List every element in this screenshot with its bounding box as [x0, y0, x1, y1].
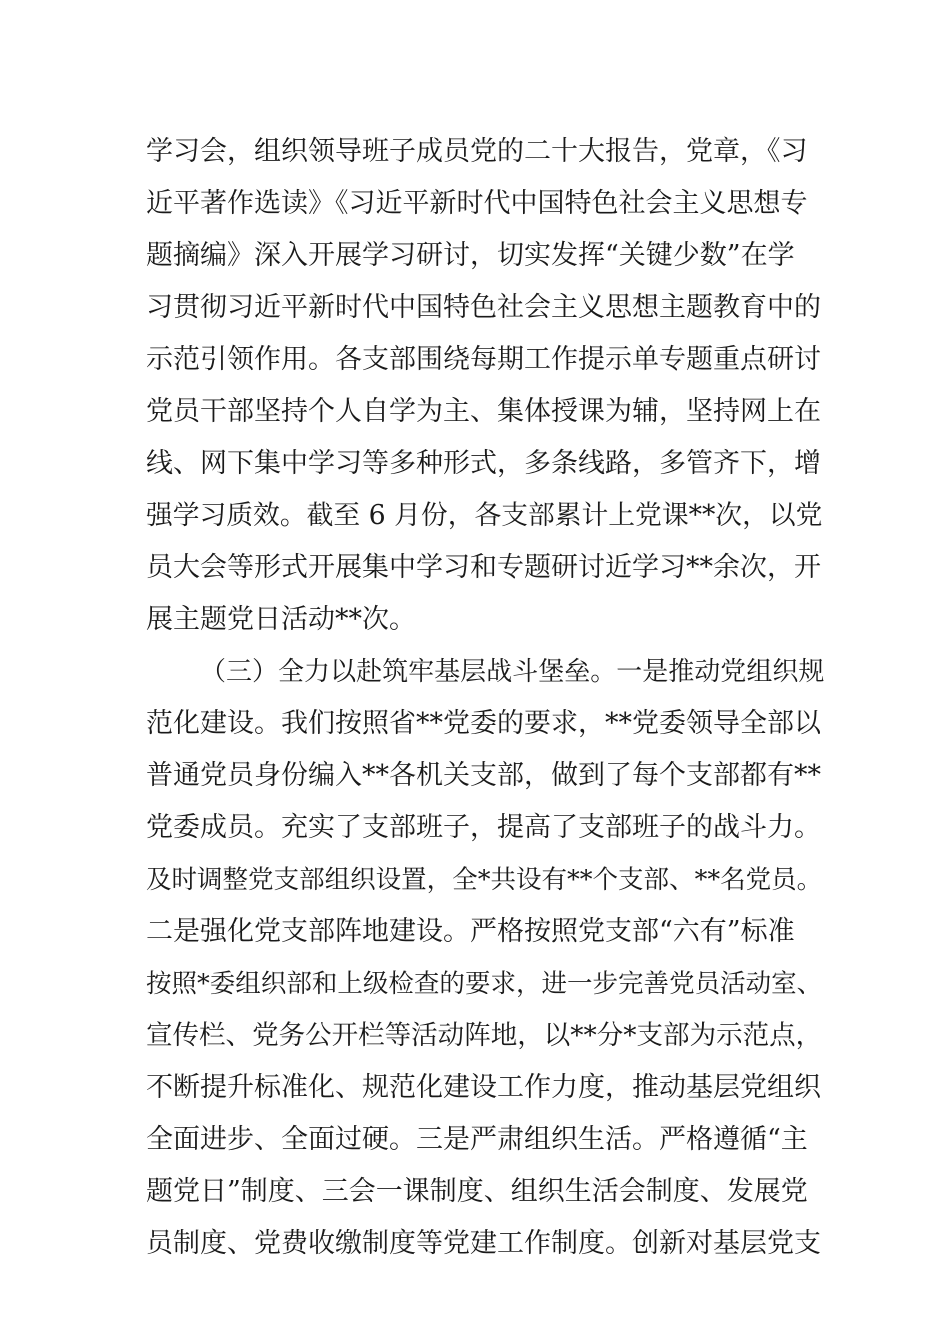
section-heading-line: （三）全力以赴筑牢基层战斗堡垒。一是推动党组织规	[200, 657, 825, 687]
text-line: 宣传栏、党务公开栏等活动阵地，以**分*支部为示范点，	[146, 1020, 823, 1051]
text-line: 学习会，组织领导班子成员党的二十大报告，党章，《习	[146, 136, 808, 167]
text-line: 员制度、党费收缴制度等党建工作制度。创新对基层党支	[146, 1228, 821, 1259]
text-line: 普通党员身份编入**各机关支部，做到了每个支部都有**	[146, 760, 821, 791]
text-line: 党员干部坚持个人自学为主、集体授课为辅，坚持网上在	[146, 396, 821, 427]
text-line: 近平著作选读》《习近平新时代中国特色社会主义思想专	[146, 188, 808, 219]
text-line: 员大会等形式开展集中学习和专题研讨近学习**余次，开	[146, 552, 821, 583]
text-line: 按照*委组织部和上级检查的要求，进一步完善党员活动室、	[146, 969, 823, 999]
text-line: 习贯彻习近平新时代中国特色社会主义思想主题教育中的	[146, 292, 821, 323]
text-line: 及时调整党支部组织设置，全*共设有**个支部、**名党员。	[146, 865, 823, 895]
text-line: 题党日”制度、三会一课制度、组织生活会制度、发展党	[146, 1176, 808, 1207]
text-line: 全面进步、全面过硬。三是严肃组织生活。严格遵循“主	[146, 1124, 808, 1155]
text-line: 二是强化党支部阵地建设。严格按照党支部“六有”标准	[146, 916, 795, 947]
text-line: 线、网下集中学习等多种形式，多条线路，多管齐下，增	[146, 448, 821, 479]
text-line: 展主题党日活动**次。	[146, 604, 416, 635]
text-line: 题摘编》深入开展学习研讨，切实发挥“关键少数”在学	[146, 240, 795, 271]
text-line: 不断提升标准化、规范化建设工作力度，推动基层党组织	[146, 1072, 821, 1103]
text-line: 强学习质效。截至 6 月份，各支部累计上党课**次，以党	[146, 500, 823, 531]
text-line: 示范引领作用。各支部围绕每期工作提示单专题重点研讨	[146, 344, 821, 375]
text-line: 党委成员。充实了支部班子，提高了支部班子的战斗力。	[146, 812, 821, 843]
body-text	[146, 126, 826, 1270]
text-line: 范化建设。我们按照省**党委的要求，**党委领导全部以	[146, 708, 821, 739]
